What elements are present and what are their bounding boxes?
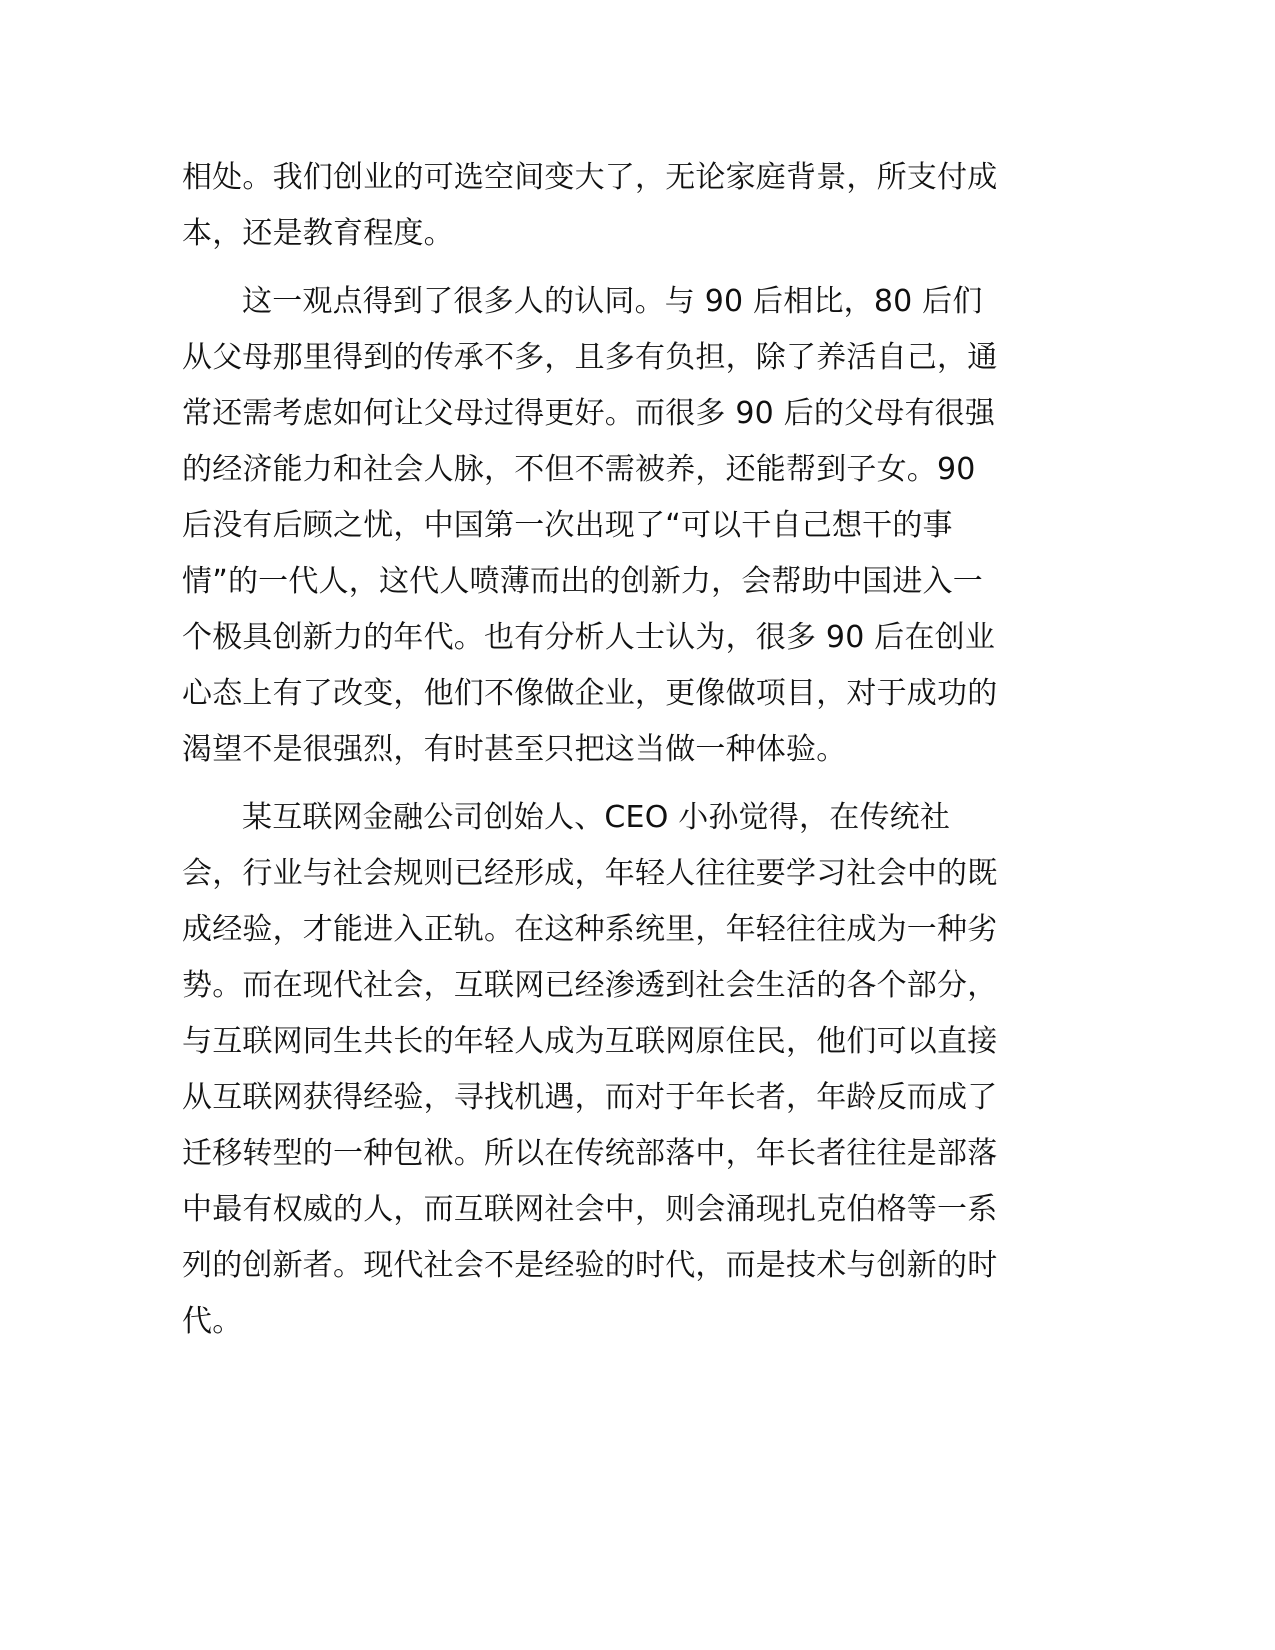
document-page — [182, 150, 1062, 1362]
text-line: 个极具创新力的年代。也有分析人士认为，很多 90 后在创业 — [182, 620, 996, 655]
text-line: 会，行业与社会规则已经形成，年轻人往往要学习社会中的既 — [182, 856, 998, 891]
text-line: 情”的一代人，这代人喷薄而出的创新力，会帮助中国进入一 — [182, 564, 983, 599]
text-line: 某互联网金融公司创始人、CEO 小孙觉得，在传统社 — [242, 800, 951, 835]
text-line: 的经济能力和社会人脉，不但不需被养，还能帮到子女。90 — [182, 452, 976, 487]
text-line: 本，还是教育程度。 — [182, 216, 454, 251]
text-line: 相处。我们创业的可选空间变大了，无论家庭背景，所支付成 — [182, 160, 998, 195]
text-line: 代。 — [182, 1304, 243, 1339]
text-line: 中最有权威的人，而互联网社会中，则会涌现扎克伯格等一系 — [182, 1192, 998, 1227]
text-line: 后没有后顾之忧，中国第一次出现了“可以干自己想干的事 — [182, 508, 953, 543]
text-line: 势。而在现代社会，互联网已经渗透到社会生活的各个部分， — [182, 968, 998, 1003]
text-line: 迁移转型的一种包袱。所以在传统部落中，年长者往往是部落 — [182, 1136, 998, 1171]
paragraph-3 — [182, 790, 1062, 1350]
paragraph-2 — [182, 274, 1062, 778]
paragraph-1 — [182, 150, 1062, 262]
text-line: 从互联网获得经验，寻找机遇，而对于年长者，年龄反而成了 — [182, 1080, 998, 1115]
text-line: 列的创新者。现代社会不是经验的时代，而是技术与创新的时 — [182, 1248, 998, 1283]
text-line: 渴望不是很强烈，有时甚至只把这当做一种体验。 — [182, 732, 847, 767]
text-line: 心态上有了改变，他们不像做企业，更像做项目，对于成功的 — [182, 676, 998, 711]
text-line: 常还需考虑如何让父母过得更好。而很多 90 后的父母有很强 — [182, 396, 996, 431]
text-line: 与互联网同生共长的年轻人成为互联网原住民，他们可以直接 — [182, 1024, 998, 1059]
text-line: 从父母那里得到的传承不多，且多有负担，除了养活自己，通 — [182, 340, 998, 375]
text-line: 成经验，才能进入正轨。在这种系统里，年轻往往成为一种劣 — [182, 912, 998, 947]
text-line: 这一观点得到了很多人的认同。与 90 后相比，80 后们 — [242, 284, 983, 319]
